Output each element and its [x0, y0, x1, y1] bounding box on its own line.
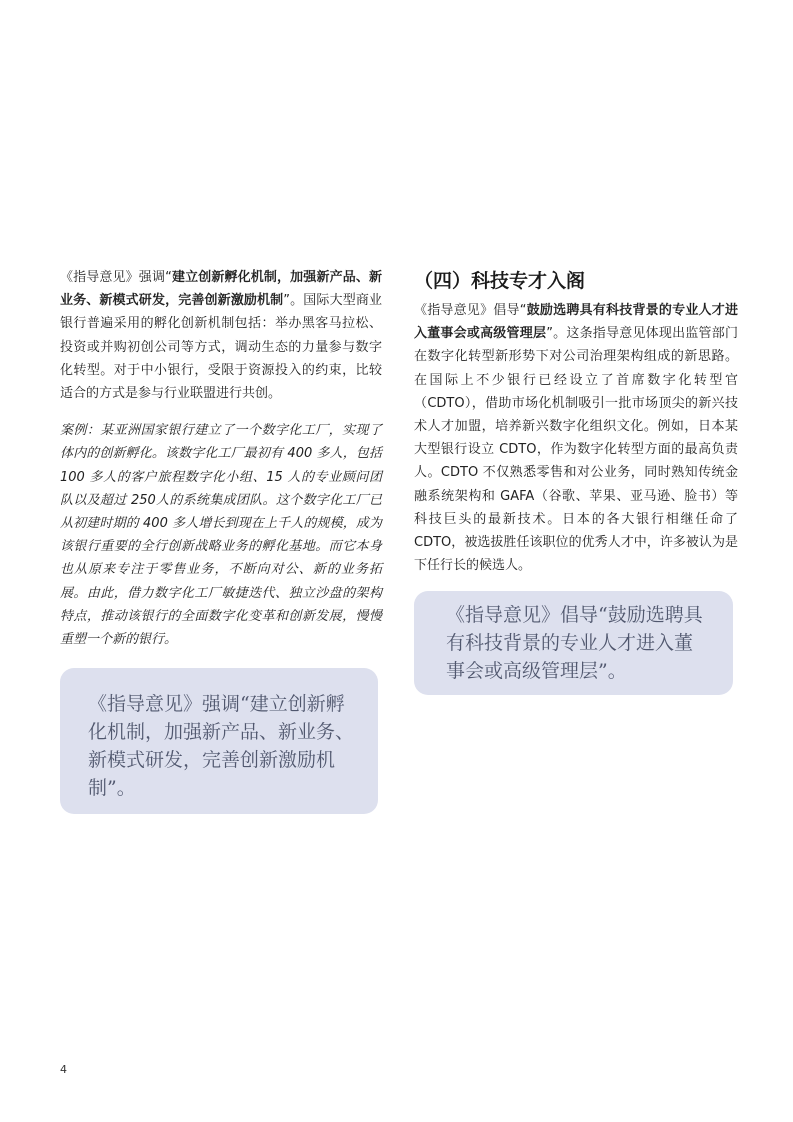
intro-text-emphasis: 建立创新孵化机制，加强新产品、新业务、新模式研发，完善创新激励机制: [60, 270, 382, 309]
section-paragraph: [414, 299, 738, 577]
section-text-end: ”。这条指导意见体现出监管部门在数字化转型新形势下对公司治理架构组成的新思路。在国际上不少银行已经设立了首席数字化转型官（CDTO），借助市场化机制吸引一批市场顶尖的新兴技术人才加盟，培养新兴数字化组织文化。例如，日本某大型银行设立 CDTO，作为数字化转型方面的最高负责人。CDTO 不仅熟悉零售和对公业务，同时熟知传统金融系统架构和 GAFA（谷歌、苹果、亚马逊、脸书）等科技巨头的最新技术。日本的各大银行相继任命了 CDTO，被选拔胜任该职位的优秀人才中，许多被认为是下任行长的候选人。: [414, 326, 738, 574]
page-number: 4: [60, 1063, 67, 1076]
pull-quote-left: 《指导意见》强调“建立创新孵化机制，加强新产品、新业务、新模式研发，完善创新激励机制”。: [60, 668, 378, 814]
right-column: [414, 266, 738, 577]
case-study-paragraph: 案例：某亚洲国家银行建立了一个数字化工厂，实现了体内的创新孵化。该数字化工厂最初有 400 多人，包括 100 多人的客户旅程数字化小组、15 人的专业顾问团队以及超过 250人的系统集成团队。这个数字化工厂已从初建时期的 400 多人增长到现在上千人的规模，成为该银行重要的全行创新战略业务的孵化基地。而它本身也从原来专注于零售业务，不断向对公、新的业务拓展。由此，借力数字化工厂敏捷迭代、独立沙盘的架构特点，推动该银行的全面数字化变革和创新发展，慢慢重塑一个新的银行。: [60, 423, 382, 648]
section-heading: （四）科技专才入阁: [414, 270, 586, 292]
section-text-emphasis: 鼓励选聘具有科技背景的专业人才进入董事会或高级管理层: [414, 303, 738, 342]
intro-text-end: ”。国际大型商业银行普遍采用的孵化创新机制包括：举办黑客马拉松、投资或并购初创公司等方式，调动生态的力量参与数字化转型。对于中小银行，受限于资源投入的约束，比较适合的方式是参与行业联盟进行共创。: [60, 293, 382, 402]
intro-paragraph: [60, 266, 382, 405]
intro-text-start: 《指导意见》强调“: [60, 270, 172, 285]
section-text-start: 《指导意见》倡导“: [414, 303, 527, 318]
left-column: [60, 266, 382, 651]
pull-quote-right: 《指导意见》倡导“鼓励选聘具有科技背景的专业人才进入董事会或高级管理层”。: [414, 591, 733, 695]
